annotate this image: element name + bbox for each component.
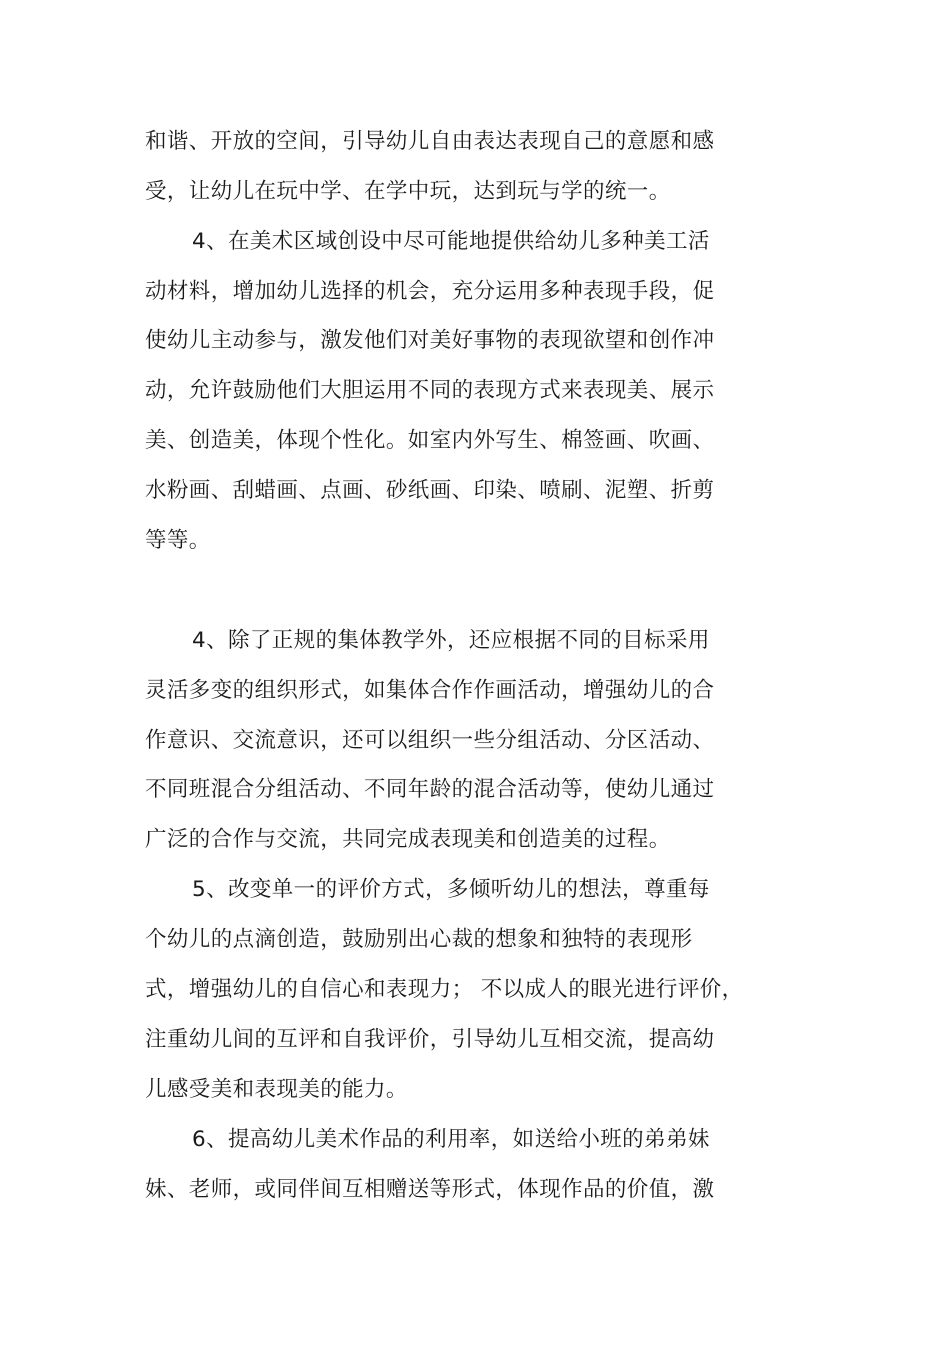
text-line: 注重幼儿间的互评和自我评价，引导幼儿互相交流，提高幼 <box>145 1027 715 1052</box>
text-line: 和谐、开放的空间，引导幼儿自由表达表现自己的意愿和感 <box>145 129 715 154</box>
text-line: 个幼儿的点滴创造，鼓励别出心裁的想象和独特的表现形 <box>145 927 693 952</box>
text-line: 不同班混合分组活动、不同年龄的混合活动等，使幼儿通过 <box>145 777 715 802</box>
text-line: 儿感受美和表现美的能力。 <box>145 1077 408 1102</box>
paragraph-start-line: 6、提高幼儿美术作品的利用率，如送给小班的弟弟妹 <box>192 1127 710 1152</box>
text-line: 等等。 <box>145 528 211 553</box>
text-line: 美、创造美，体现个性化。如室内外写生、棉签画、吹画、 <box>145 428 715 453</box>
paragraph-start-line: 5、改变单一的评价方式，多倾听幼儿的想法，尊重每 <box>192 877 710 902</box>
text-line: 受，让幼儿在玩中学、在学中玩，达到玩与学的统一。 <box>145 179 671 204</box>
text-line: 水粉画、刮蜡画、点画、砂纸画、印染、喷刷、泥塑、折剪 <box>145 478 715 503</box>
text-line: 灵活多变的组织形式，如集体合作作画活动，增强幼儿的合 <box>145 678 715 703</box>
text-line: 动，允许鼓励他们大胆运用不同的表现方式来表现美、展示 <box>145 378 715 403</box>
text-line: 式，增强幼儿的自信心和表现力； 不以成人的眼光进行评价， <box>145 977 744 1002</box>
text-line: 妹、老师，或同伴间互相赠送等形式，体现作品的价值，激 <box>145 1177 715 1202</box>
paragraph-start-line: 4、除了正规的集体教学外，还应根据不同的目标采用 <box>192 628 710 653</box>
text-line: 动材料，增加幼儿选择的机会，充分运用多种表现手段，促 <box>145 279 715 304</box>
text-line: 广泛的合作与交流，共同完成表现美和创造美的过程。 <box>145 827 671 852</box>
text-line: 作意识、交流意识，还可以组织一些分组活动、分区活动、 <box>145 728 715 753</box>
paragraph-start-line: 4、在美术区域创设中尽可能地提供给幼儿多种美工活 <box>192 229 710 254</box>
text-line: 使幼儿主动参与，激发他们对美好事物的表现欲望和创作冲 <box>145 328 715 353</box>
